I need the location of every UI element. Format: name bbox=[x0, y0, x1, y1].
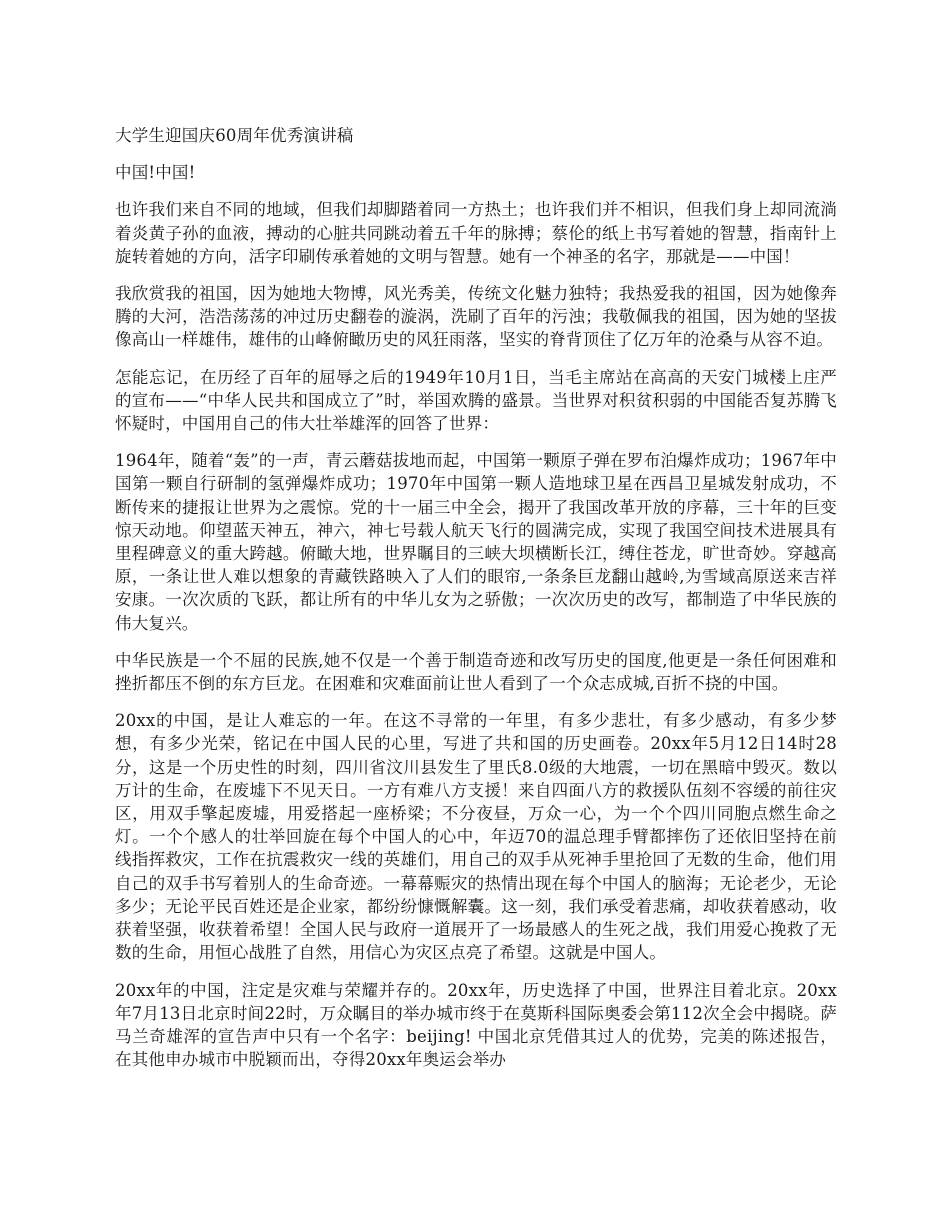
paragraph: 我欣赏我的祖国，因为她地大物博，风光秀美，传统文化魅力独特；我热爱我的祖国，因为她像奔腾的大河，浩浩荡荡的冲过历史翻卷的漩涡，洗刷了百年的污浊；我敬佩我的祖国，因为她的坚拔像高山一样雄伟，雄伟的山峰俯瞰历史的风狂雨落，坚实的脊背顶住了亿万年的沧桑与从容不迫。 bbox=[115, 284, 837, 350]
document-title: 大学生迎国庆60周年优秀演讲稿 bbox=[115, 126, 354, 145]
paragraph: 20xx的中国，是让人难忘的一年。在这不寻常的一年里，有多少悲壮，有多少感动，有多少梦想，有多少光荣，铭记在中国人民的心里，写进了共和国的历史画卷。20xx年5月12日14时28分，这是一个历史性的时刻，四川省汶川县发生了里氏8.0级的大地震，一切在黑暗中毁灭。数以万计的生命，在废墟下不见天日。一方有难八方支援！来自四面八方的救援队伍刻不容缓的前往灾区，用双手擎起废墟，用爱搭起一座桥梁；不分夜昼，万众一心，为一个个四川同胞点燃生命之灯。一个个感人的壮举回旋在每个中国人的心中，年迈70的温总理手臂都摔伤了还依旧坚持在前线指挥救灾，工作在抗震救灾一线的英雄们，用自己的双手从死神手里抢回了无数的生命，他们用自己的双手书写着别人的生命奇迹。一幕幕赈灾的热情出现在每个中国人的脑海；无论老少，无论多少；无论平民百姓还是企业家，都纷纷慷慨解囊。这一刻，我们承受着悲痛，却收获着感动，收获着坚强，收获着希望！全国人民与政府一道展开了一场最感人的生死之战，我们用爱心挽救了无数的生命，用恒心战胜了自然，用信心为灾区点亮了希望。这就是中国人。 bbox=[115, 711, 837, 963]
paragraph: 中华民族是一个不屈的民族,她不仅是一个善于制造奇迹和改写历史的国度,他更是一条任何困难和挫折都压不倒的东方巨龙。在困难和灾难面前让世人看到了一个众志成城,百折不挠的中国。 bbox=[115, 650, 837, 694]
paragraph: 也许我们来自不同的地域，但我们却脚踏着同一方热土；也许我们并不相识，但我们身上却同流淌着炎黄子孙的血液，搏动的心脏共同跳动着五千年的脉搏；蔡伦的纸上书写着她的智慧，指南针上旋转着她的方向，活字印刷传承着她的文明与智慧。她有一个神圣的名字，那就是——中国！ bbox=[115, 200, 837, 266]
document-body bbox=[115, 124, 837, 1085]
paragraph: 怎能忘记，在历经了百年的屈辱之后的1949年10月1日，当毛主席站在高高的天安门城楼上庄严的宣布——“中华人民共和国成立了”时，举国欢腾的盛景。当世界对积贫积弱的中国能否复苏腾飞怀疑时，中国用自己的伟大壮举雄浑的回答了世界： bbox=[115, 367, 837, 434]
greeting-line: 中国!中国! bbox=[115, 163, 196, 183]
paragraph: 1964年，随着“轰”的一声，青云蘑菇拔地而起，中国第一颗原子弹在罗布泊爆炸成功；1967年中国第一颗自行研制的氢弹爆炸成功；1970年中国第一颗人造地球卫星在西昌卫星城发射成功，不断传来的捷报让世界为之震惊。党的十一届三中全会，揭开了我国改革开放的序幕，三十年的巨变惊天动地。仰望蓝天神五，神六，神七号载人航天飞行的圆满完成，实现了我国空间技术进展具有里程碑意义的重大跨越。俯瞰大地，世界瞩目的三峡大坝横断长江，缚住苍龙，旷世奇妙。穿越高原，一条让世人难以想象的青藏铁路映入了人们的眼帘,一条条巨龙翻山越岭,为雪域高原送来吉祥安康。一次次质的飞跃，都让所有的中华儿女为之骄傲；一次次历史的改写，都制造了中华民族的伟大复兴。 bbox=[115, 451, 837, 633]
paragraph: 20xx年的中国，注定是灾难与荣耀并存的。20xx年，历史选择了中国，世界注目着北京。20xx年7月13日北京时间22时，万众瞩目的举办城市终于在莫斯科国际奥委会第112次全会中揭晓。萨马兰奇雄浑的宣告声中只有一个名字：beijing! 中国北京凭借其过人的优势，完美的陈述报告，在其他申办城市中脱颖而出，夺得20xx年奥运会举办 bbox=[115, 980, 837, 1070]
